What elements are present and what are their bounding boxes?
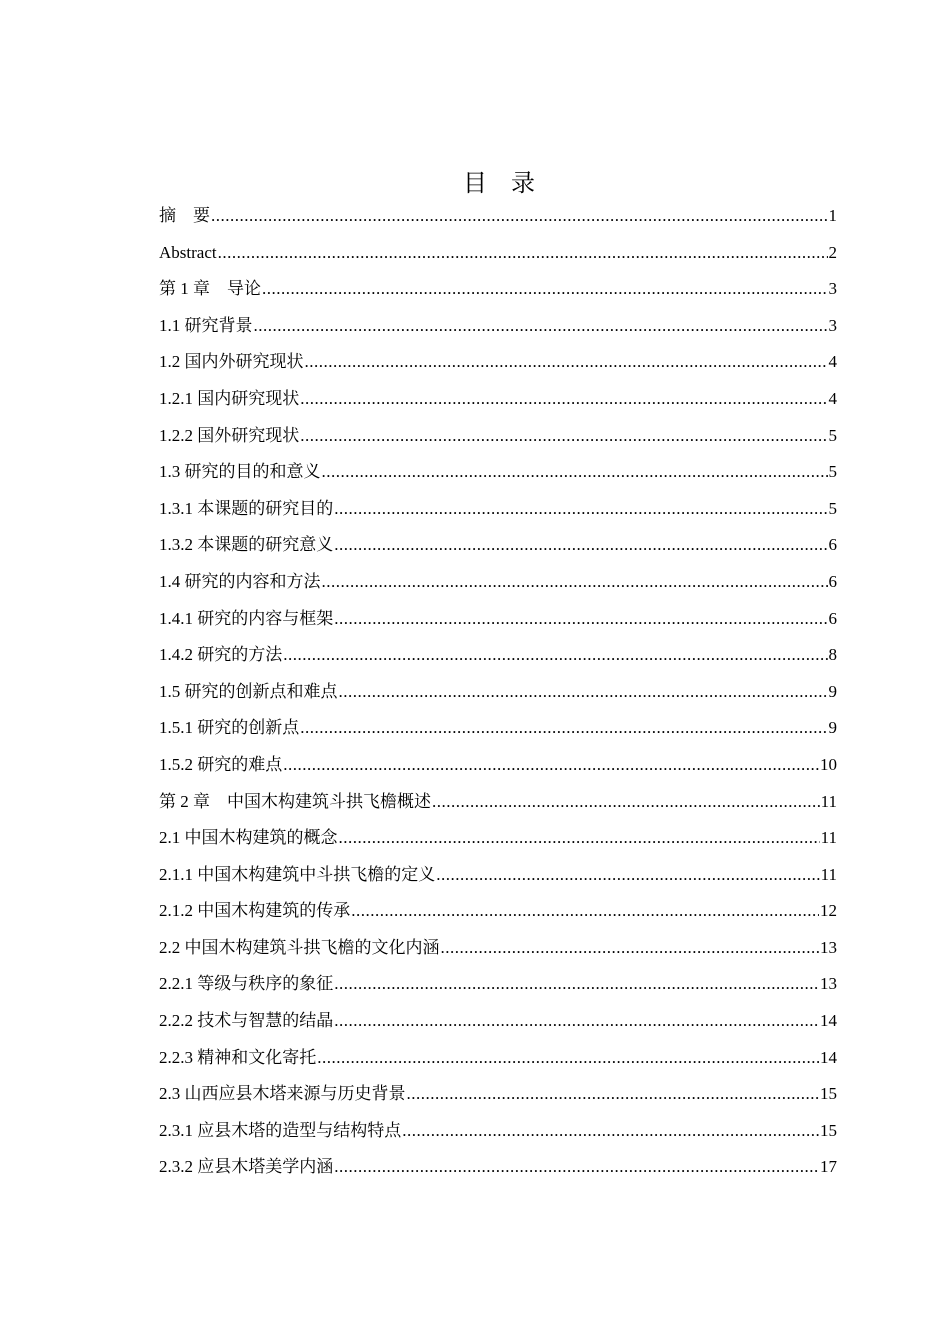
- toc-dot-leader: [441, 930, 820, 967]
- toc-entry[interactable]: [159, 1076, 837, 1113]
- toc-dot-leader: [407, 1076, 820, 1113]
- toc-entry-page-number: 4: [828, 388, 837, 408]
- toc-entry[interactable]: [159, 344, 837, 381]
- toc-entry[interactable]: [159, 235, 837, 272]
- toc-entry-page-number: 5: [828, 498, 837, 518]
- toc-entry-page-number: 5: [828, 425, 837, 445]
- toc-entry-label: 2.2.3 精神和文化寄托: [159, 1047, 317, 1067]
- toc-entry-label: 2.2.2 技术与智慧的结晶: [159, 1011, 334, 1031]
- toc-entry-page-number: 6: [828, 535, 837, 555]
- toc-entry[interactable]: [159, 601, 837, 638]
- toc-entry-page-number: 3: [828, 315, 837, 335]
- toc-entry-page-number: 14: [820, 1011, 837, 1031]
- toc-entry-label: Abstract: [159, 242, 217, 262]
- toc-entry[interactable]: [159, 381, 837, 418]
- toc-dot-leader: [339, 674, 828, 711]
- toc-entry-label: 1.3.1 本课题的研究目的: [159, 498, 334, 518]
- toc-entry[interactable]: [159, 198, 837, 235]
- toc-entry-page-number: 11: [820, 791, 837, 811]
- toc-entry-label: 2.3.2 应县木塔美学内涵: [159, 1157, 334, 1177]
- toc-entry[interactable]: [159, 820, 837, 857]
- toc-entry-page-number: 6: [828, 571, 837, 591]
- toc-dot-leader: [283, 637, 827, 674]
- toc-entry-label: 2.1 中国木构建筑的概念: [159, 828, 338, 848]
- toc-entry-page-number: 9: [828, 718, 837, 738]
- toc-entry[interactable]: [159, 637, 837, 674]
- toc-entry-label: 2.2.1 等级与秩序的象征: [159, 974, 334, 994]
- toc-entry[interactable]: [159, 271, 837, 308]
- toc-dot-leader: [351, 893, 819, 930]
- toc-entry[interactable]: [159, 747, 837, 784]
- toc-entry-page-number: 1: [828, 206, 837, 225]
- toc-entry-label: 1.2 国内外研究现状: [159, 352, 304, 372]
- toc-dot-leader: [300, 381, 827, 418]
- toc-entry-label: 1.1 研究背景: [159, 315, 253, 335]
- toc-entry[interactable]: [159, 710, 837, 747]
- toc-entry-page-number: 10: [820, 754, 837, 774]
- toc-dot-leader: [334, 527, 827, 564]
- toc-entry[interactable]: [159, 418, 837, 455]
- toc-entry-label: 2.1.1 中国木构建筑中斗拱飞檐的定义: [159, 864, 436, 884]
- toc-entry-page-number: 13: [820, 974, 837, 994]
- toc-dot-leader: [334, 1003, 819, 1040]
- toc-entry-label: 1.2.2 国外研究现状: [159, 425, 300, 445]
- toc-entry[interactable]: [159, 966, 837, 1003]
- toc-entry-label: 2.2 中国木构建筑斗拱飞檐的文化内涵: [159, 937, 440, 957]
- toc-entry-page-number: 9: [828, 681, 837, 701]
- toc-entry-label: 1.4 研究的内容和方法: [159, 571, 321, 591]
- toc-list: [159, 198, 837, 1186]
- toc-dot-leader: [305, 344, 828, 381]
- toc-dot-leader: [211, 198, 828, 235]
- toc-dot-leader: [300, 710, 827, 747]
- toc-entry-page-number: 11: [820, 864, 837, 884]
- toc-dot-leader: [262, 271, 828, 308]
- toc-entry-page-number: 15: [820, 1120, 837, 1140]
- toc-entry-page-number: 14: [820, 1047, 837, 1067]
- toc-entry[interactable]: [159, 491, 837, 528]
- toc-entry-label: 1.5.2 研究的难点: [159, 754, 283, 774]
- toc-entry-page-number: 11: [820, 828, 837, 848]
- toc-entry-page-number: 13: [820, 937, 837, 957]
- toc-dot-leader: [322, 454, 828, 491]
- toc-entry[interactable]: [159, 1149, 837, 1186]
- toc-entry[interactable]: [159, 1003, 837, 1040]
- toc-dot-leader: [317, 1040, 819, 1077]
- toc-entry-label: 1.3.2 本课题的研究意义: [159, 535, 334, 555]
- toc-entry[interactable]: [159, 930, 837, 967]
- toc-dot-leader: [254, 308, 828, 345]
- toc-entry[interactable]: [159, 308, 837, 345]
- toc-dot-leader: [334, 1149, 819, 1186]
- toc-entry[interactable]: [159, 1113, 837, 1150]
- toc-entry[interactable]: [159, 784, 837, 821]
- toc-entry[interactable]: [159, 1040, 837, 1077]
- toc-dot-leader: [432, 784, 820, 821]
- toc-entry[interactable]: [159, 527, 837, 564]
- toc-entry-label: 1.5.1 研究的创新点: [159, 718, 300, 738]
- toc-entry-page-number: 2: [828, 242, 837, 262]
- toc-entry-page-number: 5: [828, 462, 837, 482]
- toc-entry-page-number: 8: [828, 645, 837, 665]
- toc-dot-leader: [283, 747, 819, 784]
- toc-entry-label: 2.1.2 中国木构建筑的传承: [159, 901, 351, 921]
- toc-dot-leader: [334, 491, 827, 528]
- toc-entry[interactable]: [159, 674, 837, 711]
- toc-entry-label: 1.2.1 国内研究现状: [159, 388, 300, 408]
- toc-entry-label: 第 2 章 中国木构建筑斗拱飞檐概述: [159, 791, 431, 811]
- toc-entry-label: 2.3.1 应县木塔的造型与结构特点: [159, 1120, 402, 1140]
- toc-dot-leader: [402, 1113, 819, 1150]
- toc-dot-leader: [218, 235, 828, 272]
- toc-dot-leader: [334, 966, 819, 1003]
- toc-entry-label: 1.4.2 研究的方法: [159, 645, 283, 665]
- toc-dot-leader: [334, 601, 827, 638]
- toc-entry[interactable]: [159, 564, 837, 601]
- toc-entry-page-number: 12: [820, 901, 837, 921]
- toc-dot-leader: [339, 820, 820, 857]
- toc-entry-page-number: 15: [820, 1084, 837, 1104]
- toc-entry-page-number: 3: [828, 279, 837, 299]
- toc-title: 目 录: [463, 169, 535, 197]
- toc-dot-leader: [436, 857, 819, 894]
- toc-entry[interactable]: [159, 893, 837, 930]
- toc-entry-label: 1.5 研究的创新点和难点: [159, 681, 338, 701]
- toc-entry-label: 2.3 山西应县木塔来源与历史背景: [159, 1084, 406, 1104]
- toc-entry-page-number: 6: [828, 608, 837, 628]
- toc-entry-label: 1.3 研究的目的和意义: [159, 462, 321, 482]
- toc-dot-leader: [300, 418, 827, 455]
- toc-entry-label: 摘 要: [159, 206, 210, 225]
- toc-entry-page-number: 4: [828, 352, 837, 372]
- toc-entry-label: 第 1 章 导论: [159, 279, 261, 299]
- toc-entry[interactable]: [159, 454, 837, 491]
- toc-dot-leader: [322, 564, 828, 601]
- toc-entry[interactable]: [159, 857, 837, 894]
- toc-entry-label: 1.4.1 研究的内容与框架: [159, 608, 334, 628]
- toc-entry-page-number: 17: [820, 1157, 837, 1177]
